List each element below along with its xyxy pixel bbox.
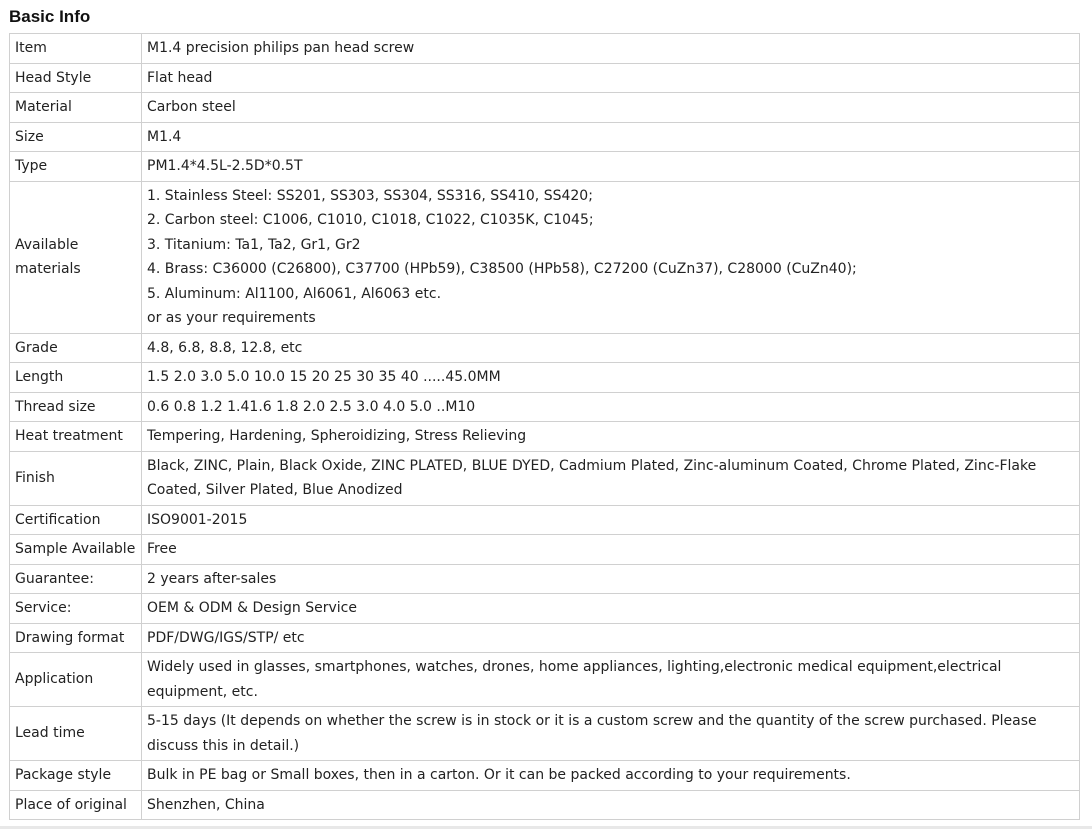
table-row xyxy=(10,535,1080,565)
row-value: Carbon steel xyxy=(142,93,1080,123)
table-row xyxy=(10,707,1080,761)
row-label: Guarantee: xyxy=(10,564,142,594)
table-row xyxy=(10,93,1080,123)
row-value: 2 years after-sales xyxy=(142,564,1080,594)
table-row xyxy=(10,363,1080,393)
material-line: 1. Stainless Steel: SS201, SS303, SS304, SS316, SS410, SS420; xyxy=(147,187,593,204)
row-label: Material xyxy=(10,93,142,123)
row-value: 5-15 days (It depends on whether the screw is in stock or it is a custom screw and the quantity of the screw purchased. Please discuss this in detail.) xyxy=(142,707,1080,761)
table-row xyxy=(10,181,1080,333)
row-label: Grade xyxy=(10,333,142,363)
row-value: 4.8, 6.8, 8.8, 12.8, etc xyxy=(142,333,1080,363)
table-row xyxy=(10,122,1080,152)
row-value: OEM & ODM & Design Service xyxy=(142,594,1080,624)
row-value: 0.6 0.8 1.2 1.41.6 1.8 2.0 2.5 3.0 4.0 5.0 ..M10 xyxy=(142,392,1080,422)
row-label: Certification xyxy=(10,505,142,535)
row-label: Heat treatment xyxy=(10,422,142,452)
row-label: Finish xyxy=(10,451,142,505)
row-value: PM1.4*4.5L-2.5D*0.5T xyxy=(142,152,1080,182)
row-label: Item xyxy=(10,34,142,64)
material-line: or as your requirements xyxy=(147,310,316,326)
table-row xyxy=(10,152,1080,182)
row-value: PDF/DWG/IGS/STP/ etc xyxy=(142,623,1080,653)
row-label: Type xyxy=(10,152,142,182)
row-value: Widely used in glasses, smartphones, watches, drones, home appliances, lighting,electronic medical equipment,electrical equipment, etc. xyxy=(142,653,1080,707)
row-value: M1.4 precision philips pan head screw xyxy=(142,34,1080,64)
table-row xyxy=(10,594,1080,624)
row-value: Black, ZINC, Plain, Black Oxide, ZINC PLATED, BLUE DYED, Cadmium Plated, Zinc-aluminum Coated, Chrome Plated, Zinc-Flake Coated, Silver Plated, Blue Anodized xyxy=(142,451,1080,505)
material-line: 5. Aluminum: Al1100, Al6061, Al6063 etc. xyxy=(147,285,442,302)
row-label: Lead time xyxy=(10,707,142,761)
row-value: Free xyxy=(142,535,1080,565)
row-label: Application xyxy=(10,653,142,707)
row-value: M1.4 xyxy=(142,122,1080,152)
basic-info-table xyxy=(9,33,1080,820)
row-value: ISO9001-2015 xyxy=(142,505,1080,535)
row-label: Place of original xyxy=(10,790,142,820)
table-row xyxy=(10,505,1080,535)
table-row xyxy=(10,653,1080,707)
row-label: Available materials xyxy=(10,181,142,333)
row-value: Flat head xyxy=(142,63,1080,93)
table-row xyxy=(10,333,1080,363)
row-value xyxy=(142,181,1080,333)
table-row xyxy=(10,623,1080,653)
row-label: Sample Available xyxy=(10,535,142,565)
table-row xyxy=(10,34,1080,64)
row-label: Thread size xyxy=(10,392,142,422)
row-value: 1.5 2.0 3.0 5.0 10.0 15 20 25 30 35 40 .....45.0MM xyxy=(142,363,1080,393)
row-label: Service: xyxy=(10,594,142,624)
table-row xyxy=(10,564,1080,594)
row-label: Length xyxy=(10,363,142,393)
row-label: Head Style xyxy=(10,63,142,93)
section-title: Basic Info xyxy=(9,7,91,26)
row-label: Size xyxy=(10,122,142,152)
row-label: Package style xyxy=(10,761,142,791)
table-row xyxy=(10,790,1080,820)
material-line: 3. Titanium: Ta1, Ta2, Gr1, Gr2 xyxy=(147,236,361,253)
table-row xyxy=(10,422,1080,452)
table-row xyxy=(10,761,1080,791)
row-value: Tempering, Hardening, Spheroidizing, Stress Relieving xyxy=(142,422,1080,452)
material-line: 4. Brass: C36000 (C26800), C37700 (HPb59), C38500 (HPb58), C27200 (CuZn37), C28000 (CuZn40); xyxy=(147,261,857,277)
table-row xyxy=(10,63,1080,93)
row-value: Bulk in PE bag or Small boxes, then in a carton. Or it can be packed according to your requirements. xyxy=(142,761,1080,791)
table-row xyxy=(10,451,1080,505)
row-label: Drawing format xyxy=(10,623,142,653)
material-line: 2. Carbon steel: C1006, C1010, C1018, C1022, C1035K, C1045; xyxy=(147,212,594,228)
row-value: Shenzhen, China xyxy=(142,790,1080,820)
table-row xyxy=(10,392,1080,422)
